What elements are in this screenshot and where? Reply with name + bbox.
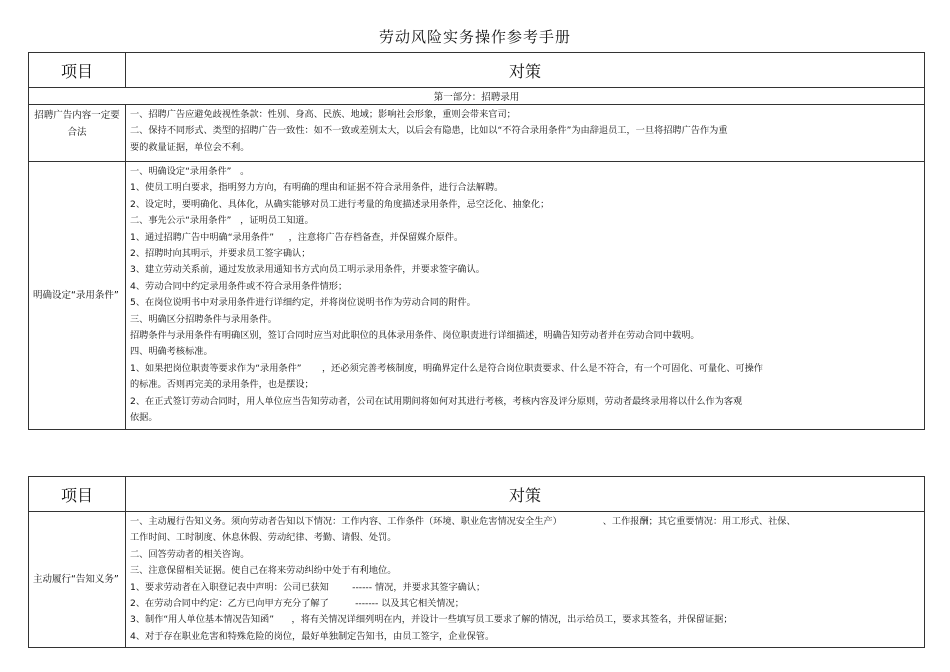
row-item-label: 招聘广告内容一定要合法 xyxy=(29,105,126,162)
table-row xyxy=(29,512,925,648)
column-header-item: 项目 xyxy=(29,53,126,88)
policy-table-1 xyxy=(28,52,925,430)
row-measure-cell xyxy=(126,512,925,648)
measure-line: 5、在岗位说明书中对录用条件进行详细约定，并将岗位说明书作为劳动合同的附件。 xyxy=(130,297,476,309)
measure-line: 工作时间、工时制度、休息休假、劳动纪律、考勤、请假、处罚。 xyxy=(130,532,397,544)
measure-line: 4、对于存在职业危害和特殊危险的岗位，最好单独制定告知书，由员工签字，企业保管。 xyxy=(130,630,495,642)
measure-line: 二、回答劳动者的相关咨询。 xyxy=(130,548,250,560)
measure-line: 一、招聘广告应避免歧视性条款：性别、身高、民族、地域；影响社会形象，重则会带来官司； xyxy=(130,109,516,120)
measure-line: 一、主动履行告知义务。须向劳动者告知以下情况：工作内容、工作条件（环境、职业危害情况安全生产） 、工作报酬；其它重要情况：用工形式、社保、 xyxy=(130,516,796,527)
measure-line: 的标准。否则再完美的录用条件，也是摆设； xyxy=(130,379,314,391)
measure-line: 4、劳动合同中约定录用条件或不符合录用条件情形； xyxy=(130,280,348,292)
measure-line: 二、事先公示“录用条件” ，证明员工知道。 xyxy=(130,215,314,227)
measure-line: 一、明确设定“录用条件” 。 xyxy=(130,166,250,177)
section-row xyxy=(29,88,925,105)
measure-line: 1、如果把岗位职责等要求作为“录用条件” ，还必须完善考核制度，明确界定什么是符合岗位职责要求、什么是不符合，有一个可固化、可量化、可操作 xyxy=(130,362,763,374)
measure-line: 2、招聘时向其明示，并要求员工签字确认； xyxy=(130,248,311,260)
measure-line: 1、要求劳动者在入职登记表中声明：公司已获知 ------ 情况，并要求其签字确认； xyxy=(130,581,486,593)
measure-line: 三、注意保留相关证据。使自己在将来劳动纠纷中处于有利地位。 xyxy=(130,565,397,577)
section-title: 第一部分：招聘录用 xyxy=(29,88,925,105)
measure-line: 3、制作“用人单位基本情况告知函” ，将有关情况详细列明在内，并设计一些填写员工要求了解的情况，出示给员工，要求其签名，并保留证据； xyxy=(130,614,733,626)
table-row xyxy=(29,105,925,162)
measure-line: 三、明确区分招聘条件与录用条件。 xyxy=(130,313,277,325)
row-item-label: 主动履行“告知义务” xyxy=(29,512,126,648)
row-measure-cell xyxy=(126,105,925,162)
column-header-measure: 对策 xyxy=(126,53,925,88)
policy-table-2 xyxy=(28,476,925,648)
measure-line: 二、保持不同形式、类型的招聘广告一致性：如不一致或差别太大，以后会有隐患，比如以“不符合录用条件”为由辞退员工，一旦将招聘广告作为重 xyxy=(130,125,728,137)
measure-line: 要的救量证据，单位会不利。 xyxy=(130,141,250,153)
table-header-row xyxy=(29,53,925,88)
measure-line: 2、在正式签订劳动合同时，用人单位应当告知劳动者，公司在试用期间将如何对其进行考核，考核内容及评分原则，劳动者最终录用将以什么作为客观 xyxy=(130,395,743,407)
measure-line: 四、明确考核标准。 xyxy=(130,346,213,358)
row-item-label: 明确设定“录用条件” xyxy=(29,162,126,430)
document-title: 劳动风险实务操作参考手册 xyxy=(378,28,571,46)
measure-line: 2、在劳动合同中约定：乙方已向甲方充分了解了 ------- 以及其它相关情况； xyxy=(130,598,464,610)
measure-line: 2、设定时，要明确化、具体化，从确实能够对员工进行考量的角度描述录用条件，忌空泛化、抽象化； xyxy=(130,198,550,210)
measure-line: 3、建立劳动关系前，通过发放录用通知书方式向员工明示录用条件，并要求签字确认。 xyxy=(130,264,485,276)
measure-line: 1、使员工明白要求，指明努力方向，有明确的理由和证据不符合录用条件，进行合法解聘。 xyxy=(130,182,504,194)
measure-line: 依据。 xyxy=(130,412,158,424)
column-header-measure: 对策 xyxy=(126,477,925,512)
row-measure-cell xyxy=(126,162,925,430)
table-row xyxy=(29,162,925,430)
table-header-row xyxy=(29,477,925,512)
column-header-item: 项目 xyxy=(29,477,126,512)
measure-line: 1、通过招聘广告中明确“录用条件” ，注意将广告存档备查，并保留媒介原件。 xyxy=(130,231,464,243)
measure-line: 招聘条件与录用条件有明确区别，签订合同时应当对此职位的具体录用条件、岗位职责进行详细描述，明确告知劳动者并在劳动合同中载明。 xyxy=(130,330,700,342)
